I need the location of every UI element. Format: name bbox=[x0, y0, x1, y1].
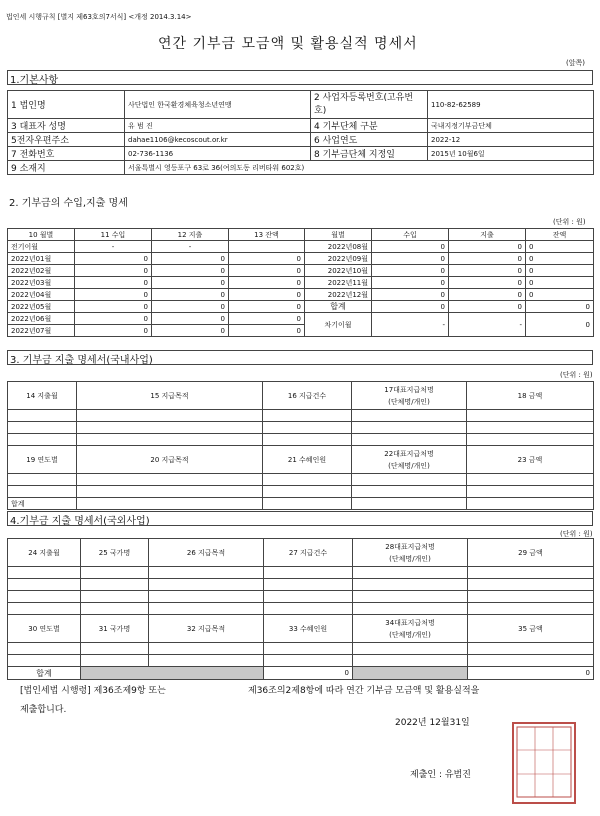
designated-label: 8 기부금단체 지정일 bbox=[311, 147, 428, 161]
statement-part3: 제출합니다. bbox=[20, 705, 67, 715]
cell: 0 bbox=[152, 289, 229, 301]
corp-name-label: 1 법인명 bbox=[8, 91, 125, 119]
ovs-h-year: 30 연도별 bbox=[8, 615, 81, 643]
cell: 0 bbox=[526, 313, 594, 337]
ovs-h-count: 27 지급건수 bbox=[264, 539, 353, 567]
ovs-h-amount-2: 35 금액 bbox=[468, 615, 594, 643]
cell: 0 bbox=[526, 301, 594, 313]
cell: 2022년06월 bbox=[8, 313, 75, 325]
cell: 0 bbox=[372, 265, 449, 277]
cell: 0 bbox=[152, 301, 229, 313]
cell: 0 bbox=[372, 241, 449, 253]
dom-h-recipient-2: 22대표지급처명 (단체명/개인) bbox=[352, 446, 467, 474]
phone: 02-736-1136 bbox=[125, 147, 311, 161]
income-table bbox=[7, 228, 594, 337]
dom-h-purpose-2: 20 지급목적 bbox=[77, 446, 263, 474]
section-domestic-heading: 3. 기부금 지출 명세서(국내사업) bbox=[7, 350, 593, 365]
overseas-total-count: 0 bbox=[264, 667, 353, 680]
page-side-note: (앞쪽) bbox=[566, 59, 585, 67]
statement-part2: 제36조의2제8항에 따라 연간 기부금 모금액 및 활용실적을 bbox=[248, 686, 480, 696]
income-header-balance: 13 잔액 bbox=[229, 229, 305, 241]
income-header-expense: 12 지출 bbox=[152, 229, 229, 241]
cell: 0 bbox=[372, 277, 449, 289]
cell: 0 bbox=[229, 289, 305, 301]
cell: 0 bbox=[449, 265, 526, 277]
dom-h-year: 19 연도별 bbox=[8, 446, 77, 474]
designated-date: 2015년 10월6일 bbox=[428, 147, 594, 161]
biz-year: 2022-12 bbox=[428, 133, 594, 147]
income-header-balance-2: 잔액 bbox=[526, 229, 594, 241]
overseas-total-amount: 0 bbox=[468, 667, 594, 680]
income-header-income-2: 수입 bbox=[372, 229, 449, 241]
ovs-h-recipient-2: 34대표지급처명 (단체명/개인) bbox=[353, 615, 468, 643]
group-type: 국내지정기부금단체 bbox=[428, 119, 594, 133]
income-header-expense-2: 지출 bbox=[449, 229, 526, 241]
official-seal bbox=[512, 722, 576, 804]
table-row bbox=[8, 253, 594, 265]
cell: 0 bbox=[75, 277, 152, 289]
rep-name: 유 범 진 bbox=[125, 119, 311, 133]
domestic-table bbox=[7, 381, 594, 510]
ovs-h-month: 24 지출월 bbox=[8, 539, 81, 567]
dom-h-amount-2: 23 금액 bbox=[467, 446, 594, 474]
section-basic-heading: 1.기본사항 bbox=[7, 70, 593, 85]
document-title: 연간 기부금 모금액 및 활용실적 명세서 bbox=[158, 36, 418, 52]
cell: 0 bbox=[152, 325, 229, 337]
table-row bbox=[8, 241, 594, 253]
dom-h-month: 14 지출월 bbox=[8, 382, 77, 410]
income-header-month-2: 월별 bbox=[305, 229, 372, 241]
domestic-unit: (단위 : 원) bbox=[560, 371, 593, 379]
form-reference: 법인세 시행규칙 [별지 제63호의7서식] <개정 2014.3.14> bbox=[6, 13, 192, 21]
group-label: 4 기부단체 구분 bbox=[311, 119, 428, 133]
income-header-income: 11 수입 bbox=[75, 229, 152, 241]
table-row bbox=[8, 289, 594, 301]
address: 서울특별시 영등포구 63로 36(여의도동 리버타워 602호) bbox=[125, 161, 594, 175]
table-row bbox=[8, 265, 594, 277]
ovs-h-beneficiaries: 33 수혜인원 bbox=[264, 615, 353, 643]
cell: 0 bbox=[152, 313, 229, 325]
table-row bbox=[8, 301, 594, 313]
cell: 2022년08월 bbox=[305, 241, 372, 253]
cell: 2022년02월 bbox=[8, 265, 75, 277]
overseas-table bbox=[7, 538, 594, 680]
cell: 0 bbox=[449, 277, 526, 289]
cell: 2022년12월 bbox=[305, 289, 372, 301]
cell: 0 bbox=[449, 301, 526, 313]
cell: 차기이월 bbox=[305, 313, 372, 337]
cell: 0 bbox=[449, 253, 526, 265]
cell: 2022년09월 bbox=[305, 253, 372, 265]
domestic-total-label: 합계 bbox=[8, 498, 77, 510]
table-row bbox=[8, 277, 594, 289]
cell: 0 bbox=[229, 313, 305, 325]
cell: - bbox=[75, 241, 152, 253]
reg-no: 110-82-62589 bbox=[428, 91, 594, 119]
cell: 0 bbox=[449, 289, 526, 301]
cell: 0 bbox=[75, 253, 152, 265]
cell: 2022년01월 bbox=[8, 253, 75, 265]
cell: 0 bbox=[229, 265, 305, 277]
ovs-h-country: 25 국가명 bbox=[81, 539, 149, 567]
cell: 0 bbox=[372, 289, 449, 301]
cell: 0 bbox=[229, 301, 305, 313]
cell bbox=[229, 241, 305, 253]
cell: 0 bbox=[526, 277, 594, 289]
cell: 2022년11월 bbox=[305, 277, 372, 289]
cell: 2022년07월 bbox=[8, 325, 75, 337]
submitter: 제출인 : 유범진 bbox=[410, 770, 471, 780]
cell: 0 bbox=[75, 301, 152, 313]
dom-h-purpose: 15 지급목적 bbox=[77, 382, 263, 410]
cell: - bbox=[152, 241, 229, 253]
ovs-h-purpose-2: 32 지급목적 bbox=[149, 615, 264, 643]
overseas-total-label: 합계 bbox=[8, 667, 81, 680]
reg-no-label: 2 사업자등록번호(고유번호) bbox=[311, 91, 428, 119]
dom-h-count: 16 지급건수 bbox=[263, 382, 352, 410]
dom-h-amount: 18 금액 bbox=[467, 382, 594, 410]
section-income-heading: 2. 기부금의 수입,지출 명세 bbox=[9, 198, 128, 209]
cell: 0 bbox=[229, 253, 305, 265]
table-row bbox=[8, 313, 594, 325]
email-label: 5전자우편주소 bbox=[8, 133, 125, 147]
ovs-h-country-2: 31 국가명 bbox=[81, 615, 149, 643]
overseas-unit: (단위 : 원) bbox=[560, 530, 593, 538]
cell: 0 bbox=[526, 241, 594, 253]
ovs-h-recipient: 28대표지급처명 (단체명/개인) bbox=[353, 539, 468, 567]
cell: 0 bbox=[152, 265, 229, 277]
cell: 2022년05월 bbox=[8, 301, 75, 313]
biz-year-label: 6 사업연도 bbox=[311, 133, 428, 147]
cell: 2022년10월 bbox=[305, 265, 372, 277]
cell: - bbox=[372, 313, 449, 337]
cell: 합계 bbox=[305, 301, 372, 313]
section-overseas-heading: 4.기부금 지출 명세서(국외사업) bbox=[7, 511, 593, 526]
cell: - bbox=[449, 313, 526, 337]
cell: 0 bbox=[449, 241, 526, 253]
cell: 전기이월 bbox=[8, 241, 75, 253]
cell: 0 bbox=[229, 325, 305, 337]
email: dahae1106@kecoscout.or.kr bbox=[125, 133, 311, 147]
cell: 0 bbox=[75, 325, 152, 337]
dom-h-recipient: 17대표지급처명 (단체명/개인) bbox=[352, 382, 467, 410]
phone-label: 7 전화번호 bbox=[8, 147, 125, 161]
cell: 0 bbox=[152, 253, 229, 265]
cell: 0 bbox=[526, 253, 594, 265]
cell: 0 bbox=[526, 289, 594, 301]
basic-info-table bbox=[7, 90, 594, 175]
cell: 0 bbox=[372, 301, 449, 313]
cell: 0 bbox=[75, 313, 152, 325]
income-header-month: 10 월별 bbox=[8, 229, 75, 241]
income-unit: (단위 : 원) bbox=[553, 218, 586, 226]
rep-label: 3 대표자 성명 bbox=[8, 119, 125, 133]
dom-h-beneficiaries: 21 수혜인원 bbox=[263, 446, 352, 474]
statement-part1: [법인세법 시행령] 제36조제9항 또는 bbox=[20, 686, 166, 696]
cell: 0 bbox=[152, 277, 229, 289]
cell: 2022년04월 bbox=[8, 289, 75, 301]
cell: 0 bbox=[372, 253, 449, 265]
cell: 0 bbox=[526, 265, 594, 277]
ovs-h-amount: 29 금액 bbox=[468, 539, 594, 567]
addr-label: 9 소재지 bbox=[8, 161, 125, 175]
cell: 0 bbox=[75, 265, 152, 277]
cell: 0 bbox=[75, 289, 152, 301]
cell: 2022년03월 bbox=[8, 277, 75, 289]
submission-date: 2022년 12월31일 bbox=[395, 718, 470, 728]
corp-name: 사단법인 한국환경체육청소년연맹 bbox=[125, 91, 311, 119]
cell: 0 bbox=[229, 277, 305, 289]
ovs-h-purpose: 26 지급목적 bbox=[149, 539, 264, 567]
